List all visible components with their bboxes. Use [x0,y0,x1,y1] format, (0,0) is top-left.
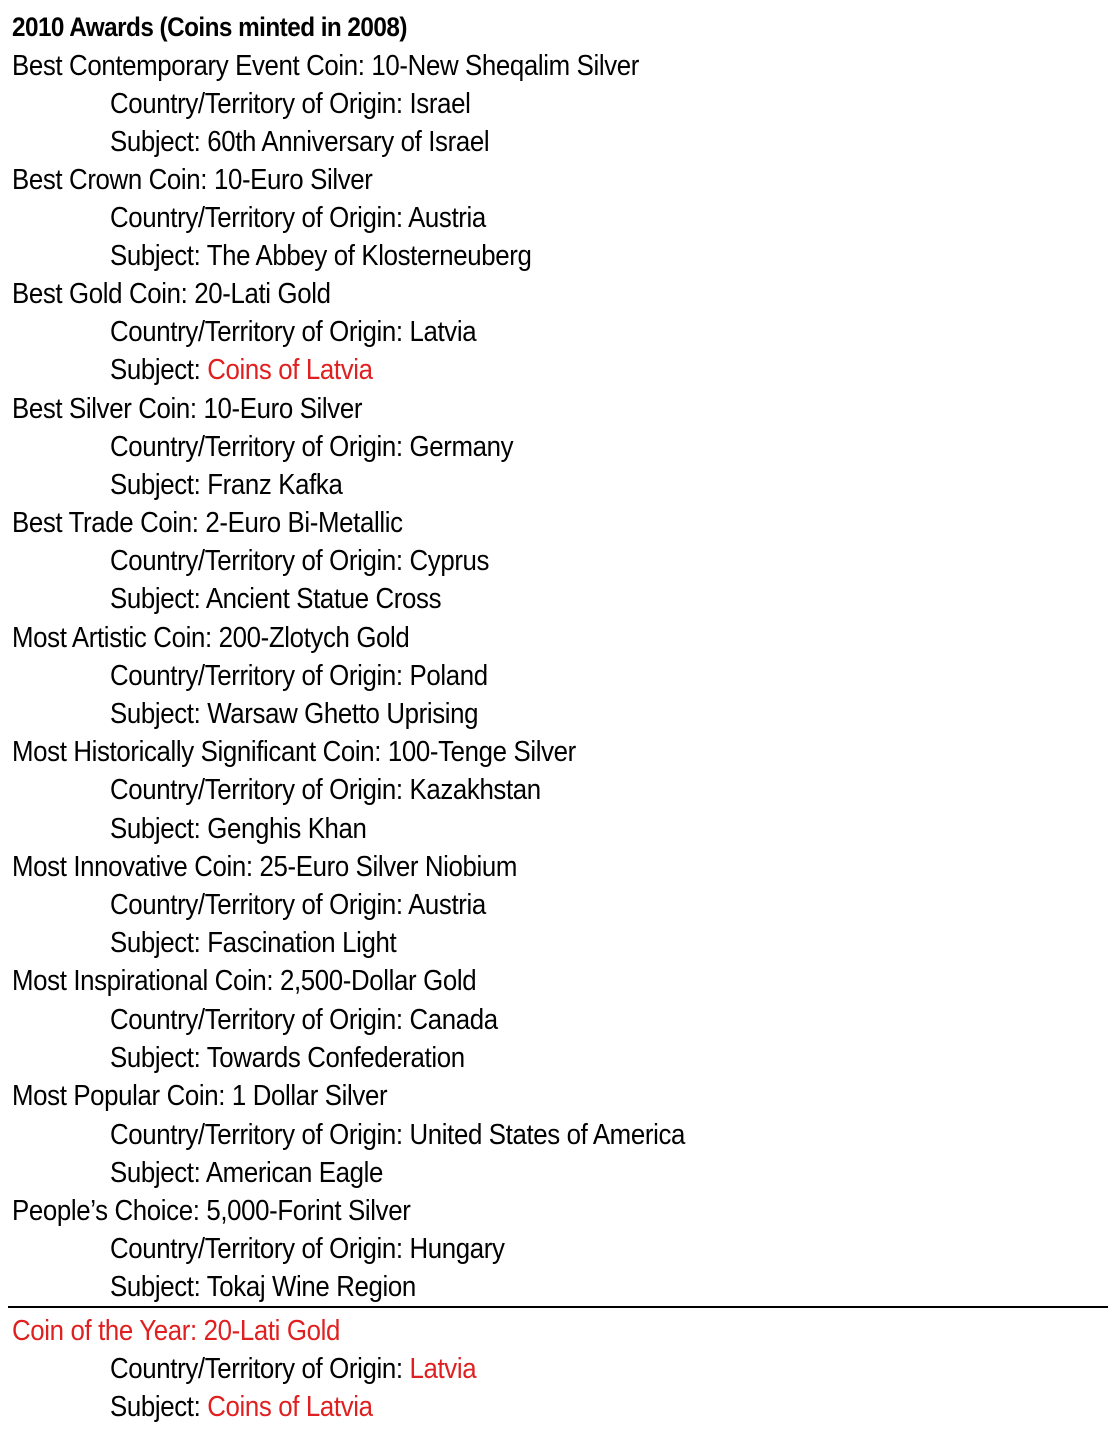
country-value: United States of America [409,1119,685,1151]
subject-label: Subject: [110,1391,208,1423]
award-line [12,1192,410,1230]
country-value: Cyprus [409,545,490,577]
award-category: Best Crown Coin: [12,164,214,196]
country-value: Austria [408,889,486,921]
country-line [110,542,489,580]
subject-line [110,695,478,733]
subject-label: Subject: [110,1271,207,1303]
subject-value: Warsaw Ghetto Uprising [207,698,479,730]
country-label: Country/Territory of Origin: [110,1233,410,1265]
subject-label: Subject: [110,354,208,386]
award-coin: 20-Lati Gold [194,278,331,310]
country-line [110,1230,505,1268]
award-line [12,47,639,85]
award-coin: 1 Dollar Silver [231,1080,388,1112]
divider-rule [8,1306,1108,1308]
subject-line [110,1039,465,1077]
subject-line [110,123,489,161]
award-category: Most Artistic Coin: [12,622,219,654]
award-line [12,1077,387,1115]
subject-value: Franz Kafka [207,469,343,501]
country-value: Latvia [409,316,477,348]
subject-label: Subject: [110,126,208,158]
country-value: Austria [408,202,486,234]
subject-label: Subject: [110,469,208,501]
award-category: People’s Choice: [12,1195,207,1227]
award-line [12,619,409,657]
subject-label: Subject: [110,1157,206,1189]
subject-value: Genghis Khan [207,813,367,845]
award-category: Best Contemporary Event Coin: [12,50,372,82]
country-label: Country/Territory of Origin: [110,1119,410,1151]
country-label: Country/Territory of Origin: [110,431,410,463]
subject-line [110,351,373,389]
award-coin: 10-Euro Silver [203,393,363,425]
country-line [110,657,488,695]
country-label: Country/Territory of Origin: [110,1004,410,1036]
award-category: Best Gold Coin: [12,278,195,310]
country-line [110,771,541,809]
country-line [110,313,476,351]
country-label: Country/Territory of Origin: [110,545,410,577]
country-value: Israel [409,88,471,120]
coin-of-the-year-subject: Coins of Latvia [207,1391,373,1423]
page-title: 2010 Awards (Coins minted in 2008) [12,12,407,42]
country-label: Country/Territory of Origin: [110,202,409,234]
country-label: Country/Territory of Origin: [110,774,410,806]
subject-line [110,1154,383,1192]
award-coin: 5,000-Forint Silver [206,1195,411,1227]
subject-value: Ancient Statue Cross [205,583,442,615]
coin-of-the-year-country: Latvia [409,1353,477,1385]
subject-line [110,237,531,275]
subject-line [110,580,441,618]
country-value: Poland [409,660,488,692]
country-label: Country/Territory of Origin: [110,316,410,348]
award-line [12,161,373,199]
award-category: Most Popular Coin: [12,1080,232,1112]
country-value: Kazakhstan [409,774,541,806]
country-line [110,199,486,237]
award-category: Most Innovative Coin: [12,851,260,883]
subject-label: Subject: [110,698,208,730]
subject-label: Subject: [110,583,206,615]
award-coin: 2,500-Dollar Gold [279,965,477,997]
coin-of-the-year-subject-line [110,1388,373,1426]
country-label: Country/Territory of Origin: [110,88,410,120]
award-coin: 10-Euro Silver [213,164,373,196]
country-line [110,85,470,123]
award-coin: 100-Tenge Silver [387,736,576,768]
award-category: Most Inspirational Coin: [12,965,280,997]
subject-value: The Abbey of Klosterneuberg [206,240,532,272]
country-label: Country/Territory of Origin: [110,889,409,921]
subject-label: Subject: [110,813,208,845]
subject-value: Towards Confederation [206,1042,465,1074]
award-coin: 200-Zlotych Gold [218,622,410,654]
subject-line [110,466,342,504]
subject-value: Tokaj Wine Region [206,1271,416,1303]
country-line [110,886,486,924]
award-line [12,962,476,1000]
subject-line [110,924,396,962]
coin-of-the-year-country-line [110,1350,476,1388]
subject-value: American Eagle [205,1157,384,1189]
award-line [12,504,403,542]
country-value: Hungary [409,1233,505,1265]
country-value: Germany [409,431,514,463]
country-line [110,428,513,466]
country-line [110,1116,685,1154]
country-label: Country/Territory of Origin: [110,1353,410,1385]
award-coin: 10-New Sheqalim Silver [371,50,640,82]
award-category: Best Trade Coin: [12,507,206,539]
award-line [12,390,362,428]
award-category: Most Historically Significant Coin: [12,736,388,768]
award-category: Best Silver Coin: [12,393,204,425]
subject-line [110,810,367,848]
award-coin: 25-Euro Silver Niobium [259,851,518,883]
award-coin: 2-Euro Bi-Metallic [205,507,403,539]
award-line [12,275,331,313]
subject-label: Subject: [110,240,207,272]
subject-line [110,1268,416,1306]
country-label: Country/Territory of Origin: [110,660,410,692]
coin-of-the-year-heading: Coin of the Year: 20-Lati Gold [12,1315,340,1347]
subject-label: Subject: [110,1042,207,1074]
award-line [12,848,517,886]
award-line [12,733,576,771]
subject-value: Fascination Light [207,927,397,959]
subject-value-highlighted: Coins of Latvia [207,354,373,386]
subject-value: 60th Anniversary of Israel [207,126,490,158]
country-value: Canada [409,1004,498,1036]
country-line [110,1001,498,1039]
subject-label: Subject: [110,927,208,959]
